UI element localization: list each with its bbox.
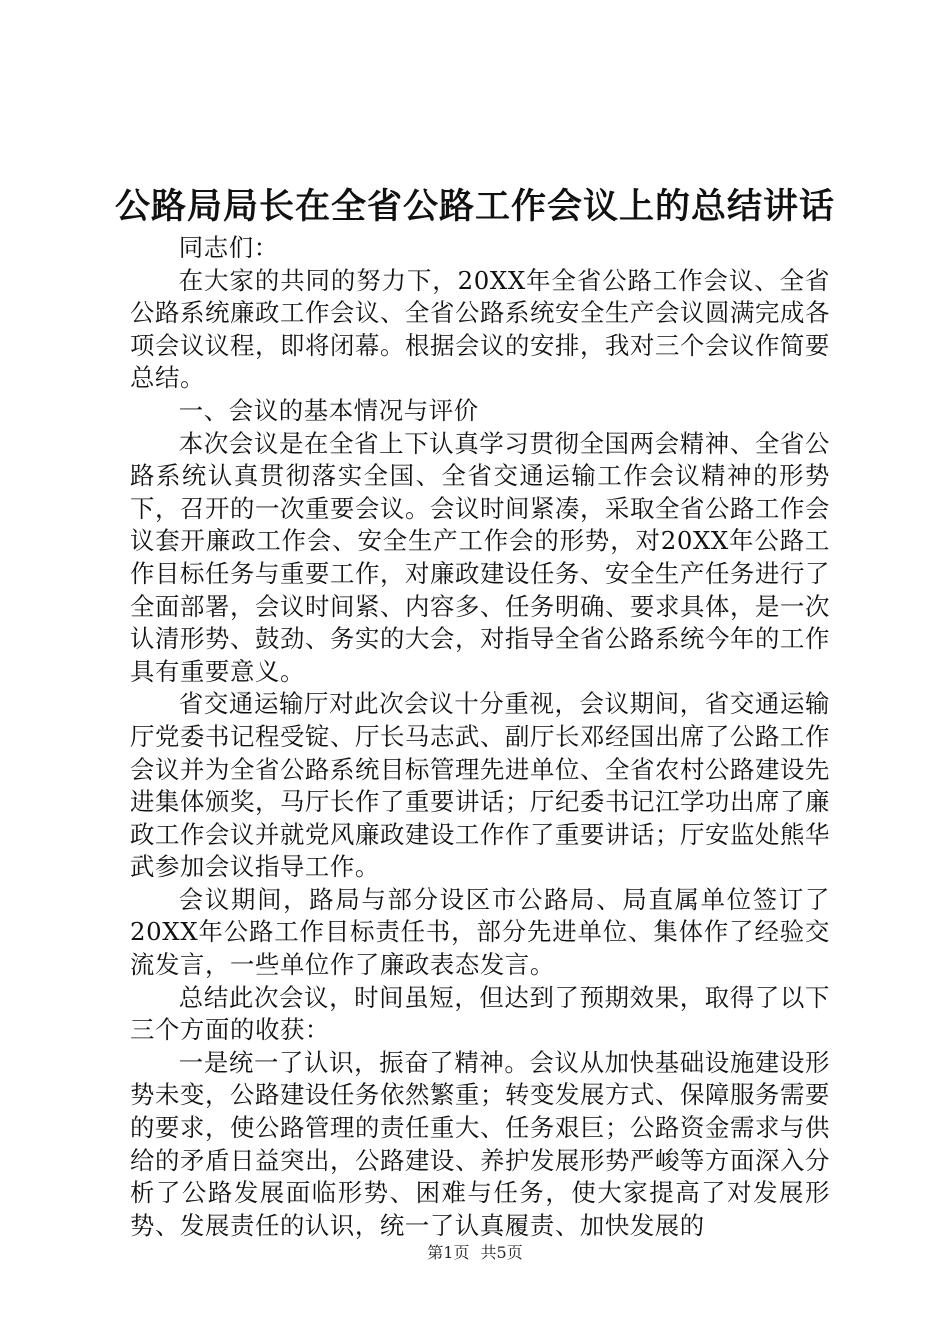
section-heading: 一、会议的基本情况与评价	[178, 395, 479, 425]
page-footer	[0, 1242, 950, 1264]
salutation-paragraph: 同志们：	[178, 233, 279, 262]
current-page-number: 第1页	[427, 1243, 470, 1262]
body-paragraph: 在大家的共同的努力下，20XX年全省公路工作会议、全省公路系统廉政工作会议、全省公路系统安全生产会议圆满完成各项会议议程，即将闭幕。根据会议的安排，我对三个会议作简要总结。	[130, 265, 830, 393]
body-paragraph: 会议期间，路局与部分设区市公路局、局直属单位签订了20XX年公路工作目标责任书，部分先进单位、集体作了经验交流发言，一些单位作了廉政表态发言。	[130, 884, 830, 980]
body-paragraph: 本次会议是在全省上下认真学习贯彻全国两会精神、全省公路系统认真贯彻落实全国、全省交通运输工作会议精神的形势下，召开的一次重要会议。会议时间紧凑，采取全省公路工作会议套开廉政工作会、安全生产工作会的形势，对20XX年公路工作目标任务与重要工作，对廉政建设任务、安全生产任务进行了全面部署，会议时间紧、内容多、任务明确、要求具体，是一次认清形势、鼓劲、务实的大会，对指导全省公路系统今年的工作具有重要意义。	[130, 428, 830, 686]
body-paragraph: 总结此次会议，时间虽短，但达到了预期效果，取得了以下三个方面的收获：	[130, 982, 830, 1045]
body-paragraph: 省交通运输厅对此次会议十分重视，会议期间，省交通运输厅党委书记程受锭、厅长马志武、副厅长邓经国出席了公路工作会议并为全省公路系统目标管理先进单位、全省农村公路建设先进集体颁奖，马厅长作了重要讲话；厅纪委书记江学功出席了廉政工作会议并就党风廉政建设工作作了重要讲话；厅安监处熊华武参加会议指导工作。	[130, 689, 830, 882]
document-body	[130, 232, 830, 1242]
body-paragraph: 一是统一了认识，振奋了精神。会议从加快基础设施建设形势未变，公路建设任务依然繁重；转变发展方式、保障服务需要的要求，使公路管理的责任重大、任务艰巨；公路资金需求与供给的矛盾日益突出，公路建设、养护发展形势严峻等方面深入分析了公路发展面临形势、困难与任务，使大家提高了对发展形势、发展责任的认识，统一了认真履责、加快发展的	[130, 1047, 830, 1240]
total-page-count: 共5页	[480, 1243, 523, 1262]
document-title: 公路局局长在全省公路工作会议上的总结讲话	[114, 187, 835, 227]
